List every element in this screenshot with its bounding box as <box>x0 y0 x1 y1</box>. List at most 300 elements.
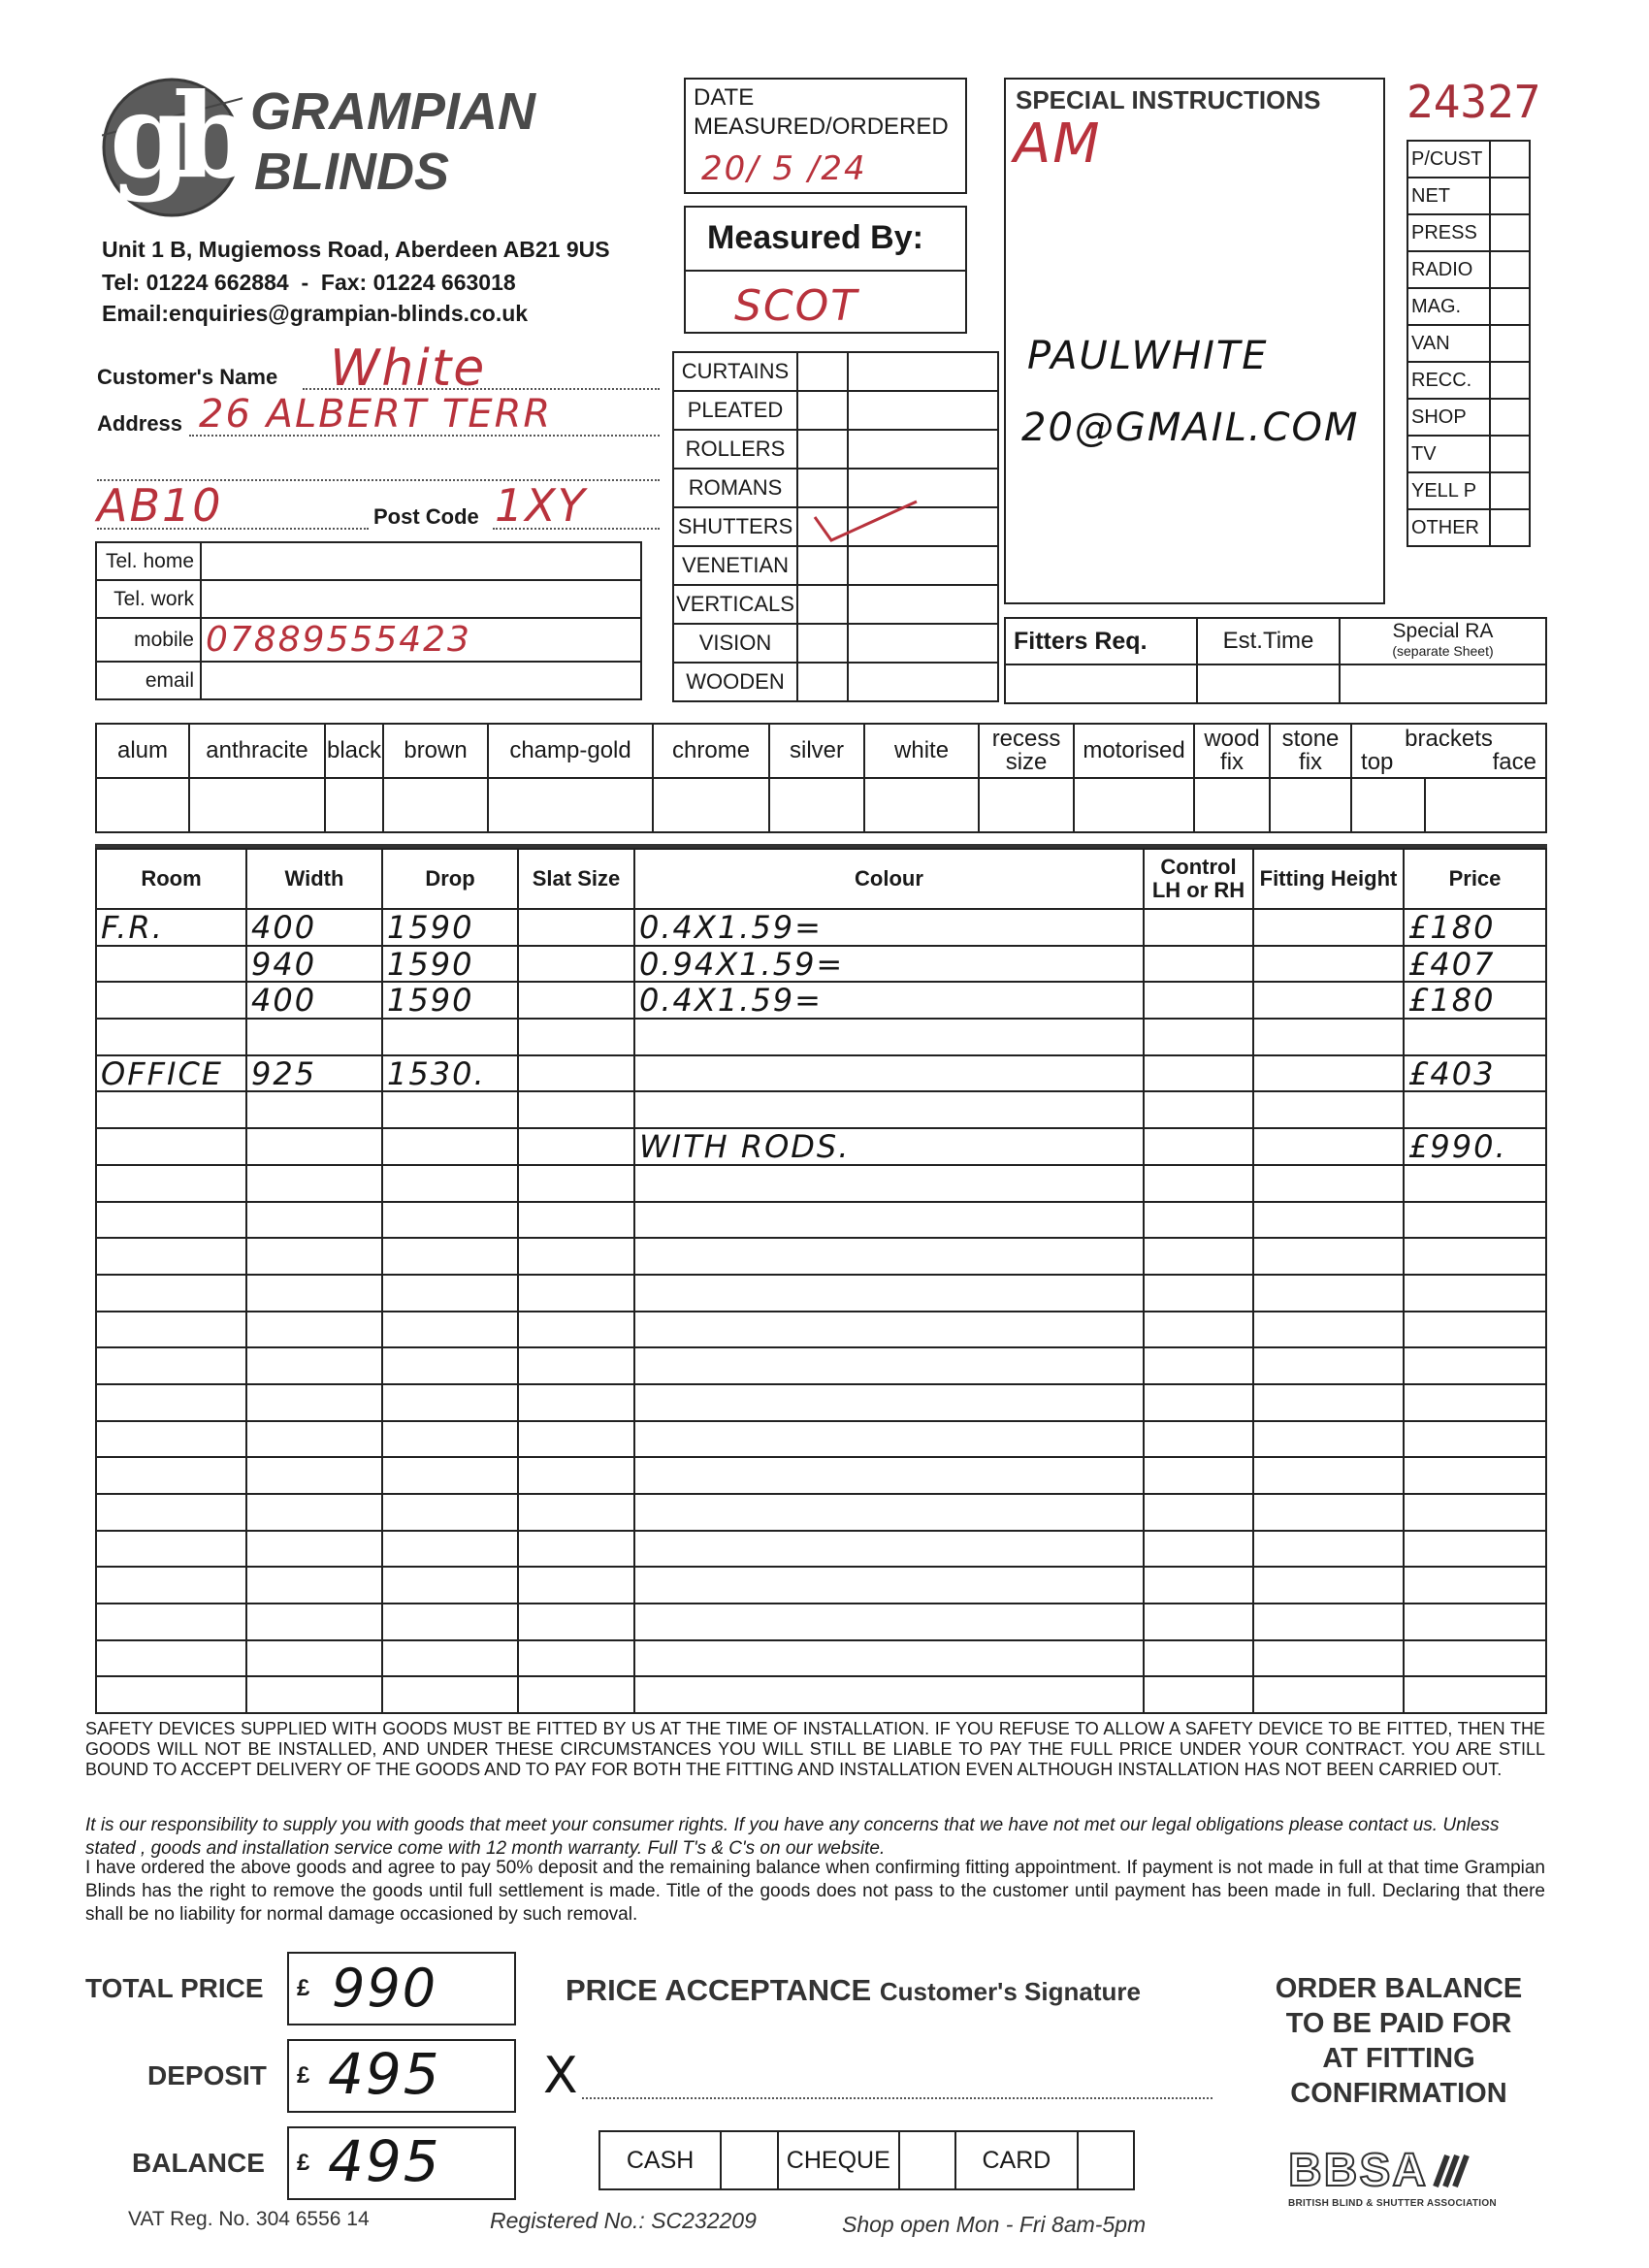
order-row <box>96 1531 1546 1568</box>
cell-price[interactable] <box>1404 1531 1546 1568</box>
contact-row <box>96 618 641 662</box>
cell-control[interactable] <box>1144 1165 1253 1202</box>
date-box <box>684 78 967 194</box>
finish-label: white <box>864 724 979 778</box>
cell-colour[interactable]: 0.4X1.59= <box>634 909 1144 946</box>
source-label: RADIO <box>1407 251 1490 288</box>
brackets-top-checkbox[interactable] <box>1351 778 1425 832</box>
cell-price[interactable] <box>1404 1457 1546 1494</box>
col-room: Room <box>96 849 246 909</box>
col-slat: Slat Size <box>518 849 634 909</box>
cell-width[interactable]: 400 <box>246 982 382 1019</box>
cell-drop[interactable] <box>382 1384 518 1421</box>
cell-control[interactable] <box>1144 1091 1253 1128</box>
cell-width[interactable] <box>246 1019 382 1055</box>
cell-room[interactable] <box>96 1128 246 1165</box>
contact-value[interactable]: 07889555423 <box>201 618 641 662</box>
deposit-value[interactable]: 495 <box>328 2041 441 2107</box>
cell-colour[interactable]: WITH RODS. <box>634 1128 1144 1165</box>
cell-fitting[interactable] <box>1253 1347 1404 1384</box>
est-time-label: Est.Time <box>1197 618 1340 664</box>
cell-control[interactable] <box>1144 1457 1253 1494</box>
finish-label: black <box>325 724 383 778</box>
cell-colour[interactable] <box>634 1019 1144 1055</box>
cell-drop[interactable] <box>382 1676 518 1713</box>
cell-width[interactable] <box>246 1421 382 1458</box>
address-line1[interactable]: 26 ALBERT TERR <box>199 392 553 437</box>
cell-colour[interactable] <box>634 1238 1144 1275</box>
finish-checkbox[interactable] <box>488 778 653 832</box>
source-row <box>1407 325 1530 362</box>
cell-width[interactable] <box>246 1347 382 1384</box>
cell-slat[interactable] <box>518 1128 634 1165</box>
balance-value[interactable]: 495 <box>328 2128 441 2194</box>
cell-price[interactable]: £990. <box>1404 1128 1546 1165</box>
source-checkbox[interactable] <box>1490 472 1530 509</box>
product-checkbox[interactable] <box>797 352 848 391</box>
cell-width[interactable]: 925 <box>246 1055 382 1092</box>
cell-slat[interactable] <box>518 1384 634 1421</box>
cell-room[interactable] <box>96 1421 246 1458</box>
source-row <box>1407 141 1530 178</box>
product-checkbox[interactable] <box>797 585 848 624</box>
cell-slat[interactable] <box>518 1494 634 1531</box>
cell-room[interactable] <box>96 982 246 1019</box>
contact-row <box>96 542 641 580</box>
col-fitting: Fitting Height <box>1253 849 1404 909</box>
order-row <box>96 1676 1546 1713</box>
cell-room[interactable] <box>96 946 246 983</box>
payment-cheque-checkbox[interactable] <box>899 2131 955 2189</box>
cell-drop[interactable]: 1590 <box>382 909 518 946</box>
col-drop: Drop <box>382 849 518 909</box>
cell-price[interactable] <box>1404 1091 1546 1128</box>
cell-fitting[interactable] <box>1253 982 1404 1019</box>
cell-fitting[interactable] <box>1253 1604 1404 1640</box>
cell-fitting[interactable] <box>1253 1421 1404 1458</box>
cell-slat[interactable] <box>518 982 634 1019</box>
order-row <box>96 909 1546 946</box>
cell-room[interactable] <box>96 1494 246 1531</box>
cell-slat[interactable] <box>518 909 634 946</box>
cell-colour[interactable] <box>634 1055 1144 1092</box>
source-checkbox[interactable] <box>1490 288 1530 325</box>
terms-rights: It is our responsibility to supply you with goods that meet your consumer rights. If you have any concerns that we have not met our legal obligations please contact us. Unless stated , goods and installation service come with 12 month warranty. Full T's & C's on our website. <box>85 1815 1500 1859</box>
cell-price[interactable]: £407 <box>1404 946 1546 983</box>
cell-room[interactable] <box>96 1531 246 1568</box>
cell-price[interactable] <box>1404 1202 1546 1239</box>
cell-price[interactable]: £403 <box>1404 1055 1546 1092</box>
total-box: £ 990 <box>287 1952 516 2025</box>
cell-fitting[interactable] <box>1253 1457 1404 1494</box>
order-row <box>96 1275 1546 1312</box>
cell-control[interactable] <box>1144 1275 1253 1312</box>
cell-price[interactable] <box>1404 1384 1546 1421</box>
product-notes[interactable] <box>848 624 998 663</box>
source-checkbox[interactable] <box>1490 362 1530 399</box>
cell-fitting[interactable] <box>1253 1202 1404 1239</box>
cell-price[interactable] <box>1404 1275 1546 1312</box>
cell-colour[interactable] <box>634 1676 1144 1713</box>
product-row <box>673 585 998 624</box>
col-width: Width <box>246 849 382 909</box>
finish-label: brown <box>383 724 488 778</box>
cell-control[interactable] <box>1144 1384 1253 1421</box>
cell-fitting[interactable] <box>1253 1531 1404 1568</box>
cell-drop[interactable] <box>382 1604 518 1640</box>
product-notes[interactable] <box>848 352 998 391</box>
cell-slat[interactable] <box>518 1055 634 1092</box>
cell-control[interactable] <box>1144 1347 1253 1384</box>
cell-slat[interactable] <box>518 1604 634 1640</box>
company-name-line2: BLINDS <box>254 143 449 201</box>
balance-note: ORDER BALANCE TO BE PAID FOR AT FITTING CONFIRMATION <box>1275 1973 1523 2109</box>
cell-room[interactable] <box>96 1676 246 1713</box>
finish-checkbox[interactable] <box>1194 778 1270 832</box>
special-instructions-box <box>1004 78 1385 604</box>
cell-control[interactable] <box>1144 1604 1253 1640</box>
cell-fitting[interactable] <box>1253 1055 1404 1092</box>
finish-label: anthracite <box>189 724 325 778</box>
cell-fitting[interactable] <box>1253 1238 1404 1275</box>
cell-colour[interactable] <box>634 1567 1144 1604</box>
signature-mark[interactable]: X <box>543 2047 580 2105</box>
payment-cash-checkbox[interactable] <box>721 2131 777 2189</box>
cell-drop[interactable] <box>382 1202 518 1239</box>
cell-room[interactable] <box>96 1640 246 1677</box>
payment-cheque-label: CHEQUE <box>778 2131 899 2189</box>
finish-label: wood fix <box>1194 724 1270 778</box>
cell-width[interactable] <box>246 1676 382 1713</box>
finish-checkbox[interactable] <box>325 778 383 832</box>
postcode-value[interactable]: 1XY <box>495 479 587 532</box>
cell-colour[interactable] <box>634 1312 1144 1348</box>
cell-drop[interactable] <box>382 1567 518 1604</box>
cell-price[interactable] <box>1404 1165 1546 1202</box>
source-label: PRESS <box>1407 214 1490 251</box>
cell-room[interactable] <box>96 1275 246 1312</box>
cell-control[interactable] <box>1144 1202 1253 1239</box>
cell-colour[interactable] <box>634 1275 1144 1312</box>
fitters-label: Fitters Req. <box>1005 618 1197 664</box>
contact-label: Tel. home <box>96 542 201 580</box>
product-notes[interactable] <box>848 546 998 585</box>
cell-fitting[interactable] <box>1253 1494 1404 1531</box>
cell-colour[interactable]: 0.94X1.59= <box>634 946 1144 983</box>
cell-room[interactable] <box>96 1165 246 1202</box>
cell-slat[interactable] <box>518 1238 634 1275</box>
cell-room[interactable] <box>96 1312 246 1348</box>
cell-slat[interactable] <box>518 1531 634 1568</box>
cell-width[interactable] <box>246 1091 382 1128</box>
product-checkbox[interactable] <box>797 624 848 663</box>
cell-drop[interactable] <box>382 1275 518 1312</box>
total-value[interactable]: 990 <box>332 1958 438 2019</box>
brackets-face-label: face <box>1492 749 1536 775</box>
cell-colour[interactable] <box>634 1494 1144 1531</box>
source-checkbox[interactable] <box>1490 509 1530 546</box>
special-instructions-line3: 20@GMAIL.COM <box>1021 405 1360 450</box>
finish-label: motorised <box>1074 724 1194 778</box>
cell-price[interactable] <box>1404 1347 1546 1384</box>
cell-slat[interactable] <box>518 1457 634 1494</box>
brackets-label: brackets <box>1405 726 1493 752</box>
source-row <box>1407 436 1530 472</box>
cell-width[interactable] <box>246 1238 382 1275</box>
cell-fitting[interactable] <box>1253 946 1404 983</box>
finish-checkbox[interactable] <box>1270 778 1351 832</box>
cell-fitting[interactable] <box>1253 1567 1404 1604</box>
finish-label: recess size <box>979 724 1074 778</box>
cell-width[interactable] <box>246 1640 382 1677</box>
cell-control[interactable] <box>1144 1421 1253 1458</box>
cell-fitting[interactable] <box>1253 1275 1404 1312</box>
cell-width[interactable] <box>246 1312 382 1348</box>
cell-colour[interactable] <box>634 1640 1144 1677</box>
cell-width[interactable] <box>246 1531 382 1568</box>
cell-fitting[interactable] <box>1253 1384 1404 1421</box>
contact-row <box>96 580 641 618</box>
cell-room[interactable] <box>96 1567 246 1604</box>
cell-drop[interactable] <box>382 1640 518 1677</box>
payment-card-checkbox[interactable] <box>1078 2131 1134 2189</box>
cell-fitting[interactable] <box>1253 1165 1404 1202</box>
cell-slat[interactable] <box>518 1676 634 1713</box>
cell-drop[interactable] <box>382 1238 518 1275</box>
cell-colour[interactable] <box>634 1202 1144 1239</box>
cell-width[interactable]: 400 <box>246 909 382 946</box>
cell-fitting[interactable] <box>1253 1019 1404 1055</box>
finish-checkbox[interactable] <box>383 778 488 832</box>
cell-room[interactable] <box>96 1384 246 1421</box>
source-checkbox[interactable] <box>1490 251 1530 288</box>
cell-drop[interactable] <box>382 1312 518 1348</box>
cell-room[interactable] <box>96 1019 246 1055</box>
cell-price[interactable]: £180 <box>1404 982 1546 1019</box>
cell-width[interactable] <box>246 1384 382 1421</box>
cell-slat[interactable] <box>518 1567 634 1604</box>
cell-control[interactable] <box>1144 1238 1253 1275</box>
cell-slat[interactable] <box>518 946 634 983</box>
cell-room[interactable]: OFFICE <box>96 1055 246 1092</box>
contact-value[interactable] <box>201 542 641 580</box>
cell-drop[interactable] <box>382 1019 518 1055</box>
cell-price[interactable] <box>1404 1676 1546 1713</box>
source-checkbox[interactable] <box>1490 141 1530 178</box>
source-label: P/CUST <box>1407 141 1490 178</box>
cell-width[interactable] <box>246 1202 382 1239</box>
cell-control[interactable] <box>1144 946 1253 983</box>
cell-control[interactable] <box>1144 909 1253 946</box>
cell-price[interactable] <box>1404 1312 1546 1348</box>
product-label: VENETIAN <box>673 546 797 585</box>
cell-colour[interactable] <box>634 1165 1144 1202</box>
cell-drop[interactable] <box>382 1494 518 1531</box>
cell-drop[interactable] <box>382 1165 518 1202</box>
source-checkbox[interactable] <box>1490 436 1530 472</box>
cell-price[interactable] <box>1404 1640 1546 1677</box>
cell-fitting[interactable] <box>1253 1640 1404 1677</box>
cell-slat[interactable] <box>518 1347 634 1384</box>
cell-drop[interactable]: 1590 <box>382 982 518 1019</box>
cell-drop[interactable]: 1590 <box>382 946 518 983</box>
bbsa-caption: BRITISH BLIND & SHUTTER ASSOCIATION <box>1288 2198 1497 2209</box>
cell-slat[interactable] <box>518 1421 634 1458</box>
cell-drop[interactable] <box>382 1457 518 1494</box>
product-label: CURTAINS <box>673 352 797 391</box>
order-row <box>96 1567 1546 1604</box>
product-notes[interactable] <box>848 585 998 624</box>
cell-room[interactable] <box>96 1091 246 1128</box>
finish-checkbox[interactable] <box>96 778 189 832</box>
product-checkbox[interactable] <box>797 546 848 585</box>
measured-by-box <box>684 206 967 334</box>
order-row <box>96 1019 1546 1055</box>
fitters-table <box>1004 617 1547 704</box>
cell-slat[interactable] <box>518 1275 634 1312</box>
product-notes[interactable] <box>848 663 998 701</box>
finish-checkbox[interactable] <box>864 778 979 832</box>
cell-price[interactable] <box>1404 1238 1546 1275</box>
product-checkbox[interactable] <box>797 430 848 469</box>
order-row <box>96 1604 1546 1640</box>
cell-width[interactable] <box>246 1275 382 1312</box>
cell-price[interactable] <box>1404 1421 1546 1458</box>
price-acceptance-title: PRICE ACCEPTANCE Customer's Signature <box>566 1973 1141 2007</box>
brackets-top-label: top <box>1361 749 1394 775</box>
contact-table <box>95 541 642 700</box>
cell-price[interactable]: £180 <box>1404 909 1546 946</box>
order-row <box>96 1494 1546 1531</box>
cell-slat[interactable] <box>518 1202 634 1239</box>
cell-room[interactable] <box>96 1347 246 1384</box>
cell-drop[interactable] <box>382 1128 518 1165</box>
source-label: MAG. <box>1407 288 1490 325</box>
source-checkbox[interactable] <box>1490 399 1530 436</box>
cell-control[interactable] <box>1144 1019 1253 1055</box>
cell-room[interactable] <box>96 1457 246 1494</box>
contact-value[interactable] <box>201 662 641 699</box>
cell-fitting[interactable] <box>1253 1128 1404 1165</box>
cell-drop[interactable]: 1530. <box>382 1055 518 1092</box>
finish-checkbox[interactable] <box>1074 778 1194 832</box>
company-logo <box>102 68 242 218</box>
source-checkbox[interactable] <box>1490 325 1530 362</box>
cell-control[interactable] <box>1144 1531 1253 1568</box>
customer-signature-label: Customer's Signature <box>879 1977 1141 2006</box>
cell-price[interactable] <box>1404 1494 1546 1531</box>
finish-label: stone fix <box>1270 724 1351 778</box>
product-notes[interactable] <box>848 391 998 430</box>
cell-colour[interactable] <box>634 1604 1144 1640</box>
cell-width[interactable] <box>246 1604 382 1640</box>
order-row <box>96 1457 1546 1494</box>
product-label: VISION <box>673 624 797 663</box>
customer-name-value[interactable]: White <box>330 340 487 398</box>
product-checkbox[interactable] <box>797 391 848 430</box>
cell-colour[interactable] <box>634 1531 1144 1568</box>
order-row <box>96 1238 1546 1275</box>
cell-slat[interactable] <box>518 1640 634 1677</box>
finish-checkbox[interactable] <box>979 778 1074 832</box>
cell-drop[interactable] <box>382 1421 518 1458</box>
cell-fitting[interactable] <box>1253 1091 1404 1128</box>
source-checkbox[interactable] <box>1490 178 1530 214</box>
order-row <box>96 1640 1546 1677</box>
cell-drop[interactable] <box>382 1531 518 1568</box>
product-row <box>673 546 998 585</box>
cell-fitting[interactable] <box>1253 1676 1404 1713</box>
cell-colour[interactable] <box>634 1384 1144 1421</box>
order-row <box>96 1384 1546 1421</box>
cell-slat[interactable] <box>518 1312 634 1348</box>
cell-control[interactable] <box>1144 1567 1253 1604</box>
cell-width[interactable] <box>246 1165 382 1202</box>
measured-by-value: SCOT <box>734 281 859 331</box>
cell-colour[interactable] <box>634 1421 1144 1458</box>
cell-room[interactable] <box>96 1202 246 1239</box>
cell-slat[interactable] <box>518 1019 634 1055</box>
product-checkbox[interactable] <box>797 663 848 701</box>
finish-checkbox[interactable] <box>769 778 864 832</box>
cell-fitting[interactable] <box>1253 1312 1404 1348</box>
cell-drop[interactable] <box>382 1347 518 1384</box>
cell-width[interactable] <box>246 1567 382 1604</box>
cell-room[interactable]: F.R. <box>96 909 246 946</box>
order-row <box>96 1091 1546 1128</box>
cell-width[interactable] <box>246 1128 382 1165</box>
cell-price[interactable] <box>1404 1604 1546 1640</box>
finish-checkbox[interactable] <box>189 778 325 832</box>
cell-room[interactable] <box>96 1238 246 1275</box>
cell-control[interactable] <box>1144 1676 1253 1713</box>
cell-colour[interactable]: 0.4X1.59= <box>634 982 1144 1019</box>
cell-control[interactable] <box>1144 1494 1253 1531</box>
cell-price[interactable] <box>1404 1019 1546 1055</box>
address-line2[interactable]: AB10 <box>97 479 223 532</box>
source-row <box>1407 251 1530 288</box>
cell-colour[interactable] <box>634 1457 1144 1494</box>
finish-checkbox[interactable] <box>653 778 769 832</box>
source-row <box>1407 509 1530 546</box>
brackets-face-checkbox[interactable] <box>1425 778 1546 832</box>
product-row <box>673 430 998 469</box>
contact-value[interactable] <box>201 580 641 618</box>
cell-slat[interactable] <box>518 1091 634 1128</box>
cell-colour[interactable] <box>634 1347 1144 1384</box>
cell-width[interactable] <box>246 1494 382 1531</box>
cell-colour[interactable] <box>634 1091 1144 1128</box>
product-notes[interactable] <box>848 430 998 469</box>
cell-width[interactable]: 940 <box>246 946 382 983</box>
order-row <box>96 1202 1546 1239</box>
source-checkbox[interactable] <box>1490 214 1530 251</box>
cell-room[interactable] <box>96 1604 246 1640</box>
cell-fitting[interactable] <box>1253 909 1404 946</box>
cell-width[interactable] <box>246 1457 382 1494</box>
product-label: VERTICALS <box>673 585 797 624</box>
cell-control[interactable] <box>1144 1128 1253 1165</box>
cell-control[interactable] <box>1144 982 1253 1019</box>
cell-slat[interactable] <box>518 1165 634 1202</box>
cell-price[interactable] <box>1404 1567 1546 1604</box>
cell-control[interactable] <box>1144 1312 1253 1348</box>
terms-order: I have ordered the above goods and agree to pay 50% deposit and the remaining balance when confirming fitting appointment. If payment is not made in full at that time Grampian Blinds has the right to remove the goods until full settlement is made. Title of the goods does not pass to the customer until payment has been made in full. Declaring that there shall be no liability for normal damage occasioned by such removal. <box>85 1858 1545 1925</box>
cell-control[interactable] <box>1144 1640 1253 1677</box>
cell-drop[interactable] <box>382 1091 518 1128</box>
signature-line[interactable] <box>582 2097 1212 2099</box>
cell-control[interactable] <box>1144 1055 1253 1092</box>
